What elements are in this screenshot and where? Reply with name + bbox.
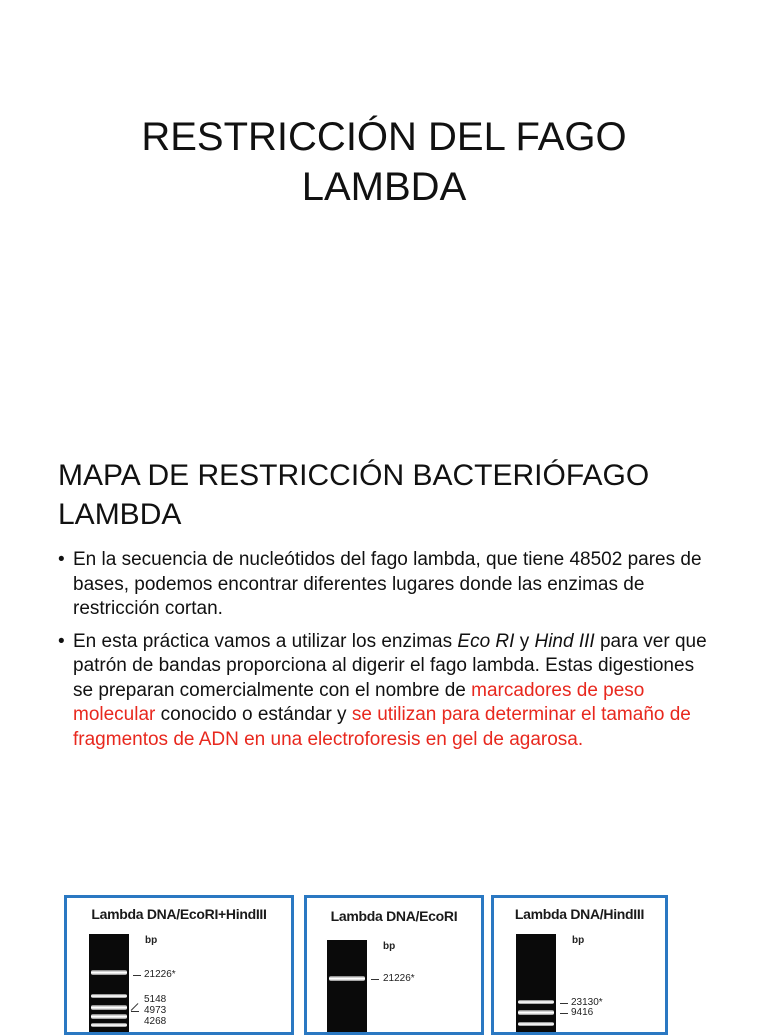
bullet-2-enzyme2: Hind III — [534, 630, 595, 652]
figure-3-marker-1: 23130* — [571, 997, 603, 1008]
section-heading — [58, 456, 718, 534]
bullet-2-part4: conocido o estándar y — [155, 704, 352, 725]
figure-3-gel-lane — [516, 934, 556, 1035]
bullet-2-enzyme1: Eco RI — [457, 630, 515, 652]
figure-ecori-hindiii — [64, 895, 294, 1035]
figure-2-marker-1: 21226* — [383, 973, 415, 984]
figure-2-band — [329, 976, 365, 981]
bullet-item-2 — [58, 630, 718, 753]
figure-2-title: Lambda DNA/EcoRI — [330, 908, 458, 924]
figure-1-band — [91, 1005, 127, 1010]
figure-1-band — [91, 1014, 127, 1019]
figure-hindiii — [491, 895, 668, 1035]
figure-1-marker-2: 5148 — [144, 994, 167, 1005]
bullet-2-part1: En esta práctica vamos a utilizar los enzimas — [73, 630, 458, 652]
figure-3-bp-label: bp — [572, 935, 585, 946]
slide-title — [0, 112, 768, 212]
bullet-2-highlight2: se utilizan para determinar el tamaño de fragmentos de ADN en una electroforesis en gel de agarosa. — [73, 704, 691, 750]
bullet-list — [58, 548, 718, 760]
figure-1-marker-4: 4268 — [144, 1016, 167, 1027]
figure-2-bp-label: bp — [383, 941, 396, 952]
figure-3-marker-tick — [560, 1013, 568, 1014]
section-heading-line1: MAPA DE RESTRICCIÓN BACTERIÓFAGO — [58, 459, 650, 492]
figure-1-marker-tick — [131, 1003, 139, 1011]
bullet-2-highlight1: marcadores de peso molecular — [73, 679, 645, 725]
figure-1-band — [91, 970, 127, 975]
figure-1-marker-1: 21226* — [144, 969, 176, 980]
bullet-1-text: En la secuencia de nucleótidos del fago lambda, que tiene 48502 pares de bases, podemos encontrar diferentes lugares donde las enzimas de restricción cortan. — [73, 549, 702, 619]
figure-1-marker-tick — [133, 975, 141, 976]
figure-3-marker-tick — [560, 1003, 568, 1004]
figure-1-marker-3: 4973 — [144, 1005, 167, 1016]
figure-3-marker-2: 9416 — [571, 1007, 594, 1018]
figure-1-marker-tick — [131, 1011, 139, 1012]
bullet-2-part2: y — [514, 630, 535, 652]
figure-1-title: Lambda DNA/EcoRI+HindIII — [91, 906, 267, 922]
section-heading-line2: LAMBDA — [58, 498, 182, 531]
bullet-2-part3: para ver que patrón de bandas proporciona al digerir el fago lambda. Estas digestiones se preparan comercialmente con el nombre de — [73, 630, 707, 701]
figure-1-gel-lane — [89, 934, 129, 1035]
slide-title-line1: RESTRICCIÓN DEL FAGO — [141, 115, 627, 159]
figure-2-gel-lane — [327, 940, 367, 1035]
figure-3-title: Lambda DNA/HindIII — [514, 906, 645, 922]
bullet-item-1 — [58, 548, 718, 622]
figure-3-band — [518, 1010, 554, 1015]
figure-ecori — [304, 895, 484, 1035]
figure-3-band — [518, 1022, 554, 1026]
figure-1-bp-label: bp — [145, 935, 158, 946]
figure-2-marker-tick — [371, 979, 379, 980]
figure-3-band — [518, 1000, 554, 1004]
slide-title-line2: LAMBDA — [301, 165, 467, 209]
figure-1-band — [91, 994, 127, 998]
